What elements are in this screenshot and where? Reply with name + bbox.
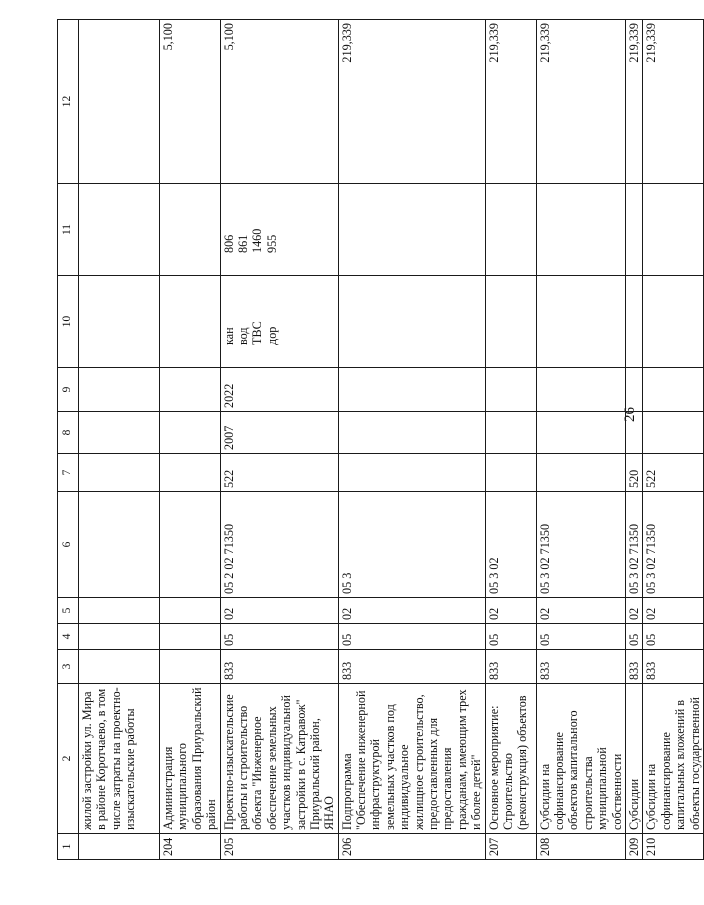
cell-col7: 522 — [220, 454, 338, 492]
cell-col12: 219,339 — [485, 20, 536, 184]
cell-col5: 02 — [625, 598, 642, 624]
column-header: 7 — [58, 454, 79, 492]
cell-col6: 05 3 02 71350 — [643, 492, 704, 598]
table-row — [338, 20, 485, 860]
cell-col3: 833 — [220, 650, 338, 684]
cell-col8 — [625, 412, 642, 454]
cell-col11 — [338, 184, 485, 276]
capacity-value: 1460 — [250, 228, 265, 253]
column-header: 2 — [58, 684, 79, 834]
cell-col8 — [79, 412, 160, 454]
column-header: 9 — [58, 368, 79, 412]
cell-col4: 05 — [536, 624, 625, 650]
cell-col9 — [643, 368, 704, 412]
cell-col7: 520 — [625, 454, 642, 492]
row-number: 204 — [160, 834, 221, 860]
cell-col6 — [79, 492, 160, 598]
row-name: жилой застройки ул. Мира в районе Коротчаево, в том числе затраты на проектно-изыскательские работы — [79, 684, 160, 834]
cell-col12: 219,339 — [338, 20, 485, 184]
cell-col11 — [485, 184, 536, 276]
cell-col4: 05 — [338, 624, 485, 650]
cell-col5: 02 — [338, 598, 485, 624]
cell-col3: 833 — [643, 650, 704, 684]
cell-col10 — [338, 276, 485, 368]
cell-col3: 833 — [485, 650, 536, 684]
row-name: Подпрограмма "Обеспечение инженерной инфраструктурой земельных участков под индивидуальное жилищное строительство, предоставленных для предоставления гражданам, имеющим трех и более детей" — [338, 684, 485, 834]
cell-col6: 05 3 02 71350 — [536, 492, 625, 598]
cell-col11 — [220, 184, 338, 276]
cell-col10 — [79, 276, 160, 368]
row-number: 207 — [485, 834, 536, 860]
cell-col9 — [625, 368, 642, 412]
column-header: 8 — [58, 412, 79, 454]
cell-col11 — [536, 184, 625, 276]
cell-col3: 833 — [536, 650, 625, 684]
cell-col10 — [160, 276, 221, 368]
cell-col9 — [338, 368, 485, 412]
cell-col11 — [160, 184, 221, 276]
cell-col9 — [160, 368, 221, 412]
budget-table — [57, 19, 704, 860]
capacity-value: 861 — [235, 234, 250, 253]
cell-col3: 833 — [338, 650, 485, 684]
cell-col7 — [536, 454, 625, 492]
cell-col12: 5,100 — [220, 20, 338, 184]
table-row — [536, 20, 625, 860]
column-header: 1 — [58, 834, 79, 860]
cell-col7 — [485, 454, 536, 492]
cell-col8: 2007 — [220, 412, 338, 454]
cell-col5: 02 — [536, 598, 625, 624]
cell-col5 — [160, 598, 221, 624]
column-header: 11 — [58, 184, 79, 276]
row-number: 208 — [536, 834, 625, 860]
column-header: 10 — [58, 276, 79, 368]
cell-col7 — [338, 454, 485, 492]
cell-col8 — [485, 412, 536, 454]
cell-col5: 02 — [220, 598, 338, 624]
row-number: 209 — [625, 834, 642, 860]
row-number: 206 — [338, 834, 485, 860]
cell-col12: 5,100 — [160, 20, 221, 184]
row-name: Субсидии на софинансирование объектов капитального строительства муниципальной собственности — [536, 684, 625, 834]
cell-col7 — [79, 454, 160, 492]
cell-col7 — [160, 454, 221, 492]
column-header: 5 — [58, 598, 79, 624]
column-header: 4 — [58, 624, 79, 650]
cell-col8 — [160, 412, 221, 454]
row-name: Администрация муниципального образования Приуральский район — [160, 684, 221, 834]
cell-col8 — [643, 412, 704, 454]
cell-col4: 05 — [485, 624, 536, 650]
cell-col11 — [625, 184, 642, 276]
cell-col9: 2022 — [220, 368, 338, 412]
cell-col8 — [338, 412, 485, 454]
cell-col9 — [79, 368, 160, 412]
cell-col12: 219,339 — [536, 20, 625, 184]
cell-col8 — [536, 412, 625, 454]
network-type: ТВС — [250, 321, 265, 345]
cell-col4: 05 — [220, 624, 338, 650]
cell-col10 — [485, 276, 536, 368]
cell-col5: 02 — [485, 598, 536, 624]
table-row — [79, 20, 160, 860]
cell-col7: 522 — [643, 454, 704, 492]
cell-col6: 05 2 02 71350 — [220, 492, 338, 598]
network-type: дор — [264, 326, 279, 345]
table-row — [220, 20, 338, 860]
cell-col3 — [79, 650, 160, 684]
table-row — [643, 20, 704, 860]
row-name: Проектно-изыскательские работы и строительство объекта "Инженерное обеспечение земельных участков индивидуальной застройки в с. Катравож" Приуральский район, ЯНАО — [220, 684, 338, 834]
network-type: кан — [221, 327, 236, 345]
cell-col6: 05 3 02 71350 — [625, 492, 642, 598]
cell-col3: 833 — [625, 650, 642, 684]
cell-col5 — [79, 598, 160, 624]
cell-col6: 05 3 02 — [485, 492, 536, 598]
column-header: 3 — [58, 650, 79, 684]
cell-col6: 05 3 — [338, 492, 485, 598]
cell-col4 — [160, 624, 221, 650]
row-name: Основное мероприятие: Строительство (реконструкция) объектов — [485, 684, 536, 834]
cell-col9 — [536, 368, 625, 412]
cell-col9 — [485, 368, 536, 412]
row-number: 210 — [643, 834, 704, 860]
cell-col11 — [79, 184, 160, 276]
cell-col10 — [220, 276, 338, 368]
row-number: 205 — [220, 834, 338, 860]
cell-col11 — [643, 184, 704, 276]
cell-col5: 02 — [643, 598, 704, 624]
header-row — [58, 20, 79, 860]
table-row — [160, 20, 221, 860]
cell-col10 — [643, 276, 704, 368]
table-row — [625, 20, 642, 860]
cell-col3 — [160, 650, 221, 684]
cell-col12 — [79, 20, 160, 184]
cell-col6 — [160, 492, 221, 598]
cell-col10 — [536, 276, 625, 368]
row-name: Субсидии — [625, 684, 642, 834]
network-type: вод — [235, 327, 250, 345]
cell-col4: 05 — [643, 624, 704, 650]
cell-col12: 219,339 — [643, 20, 704, 184]
cell-col4 — [79, 624, 160, 650]
capacity-value: 955 — [264, 234, 279, 253]
page-number: 26 — [622, 407, 638, 422]
cell-col12: 219,339 — [625, 20, 642, 184]
column-header: 12 — [58, 20, 79, 184]
column-header: 6 — [58, 492, 79, 598]
cell-col10 — [625, 276, 642, 368]
capacity-value: 806 — [221, 234, 236, 253]
row-number — [79, 834, 160, 860]
table-row — [485, 20, 536, 860]
row-name: Субсидии на софинансирование капитальных вложений в объекты государственной — [643, 684, 704, 834]
cell-col4: 05 — [625, 624, 642, 650]
